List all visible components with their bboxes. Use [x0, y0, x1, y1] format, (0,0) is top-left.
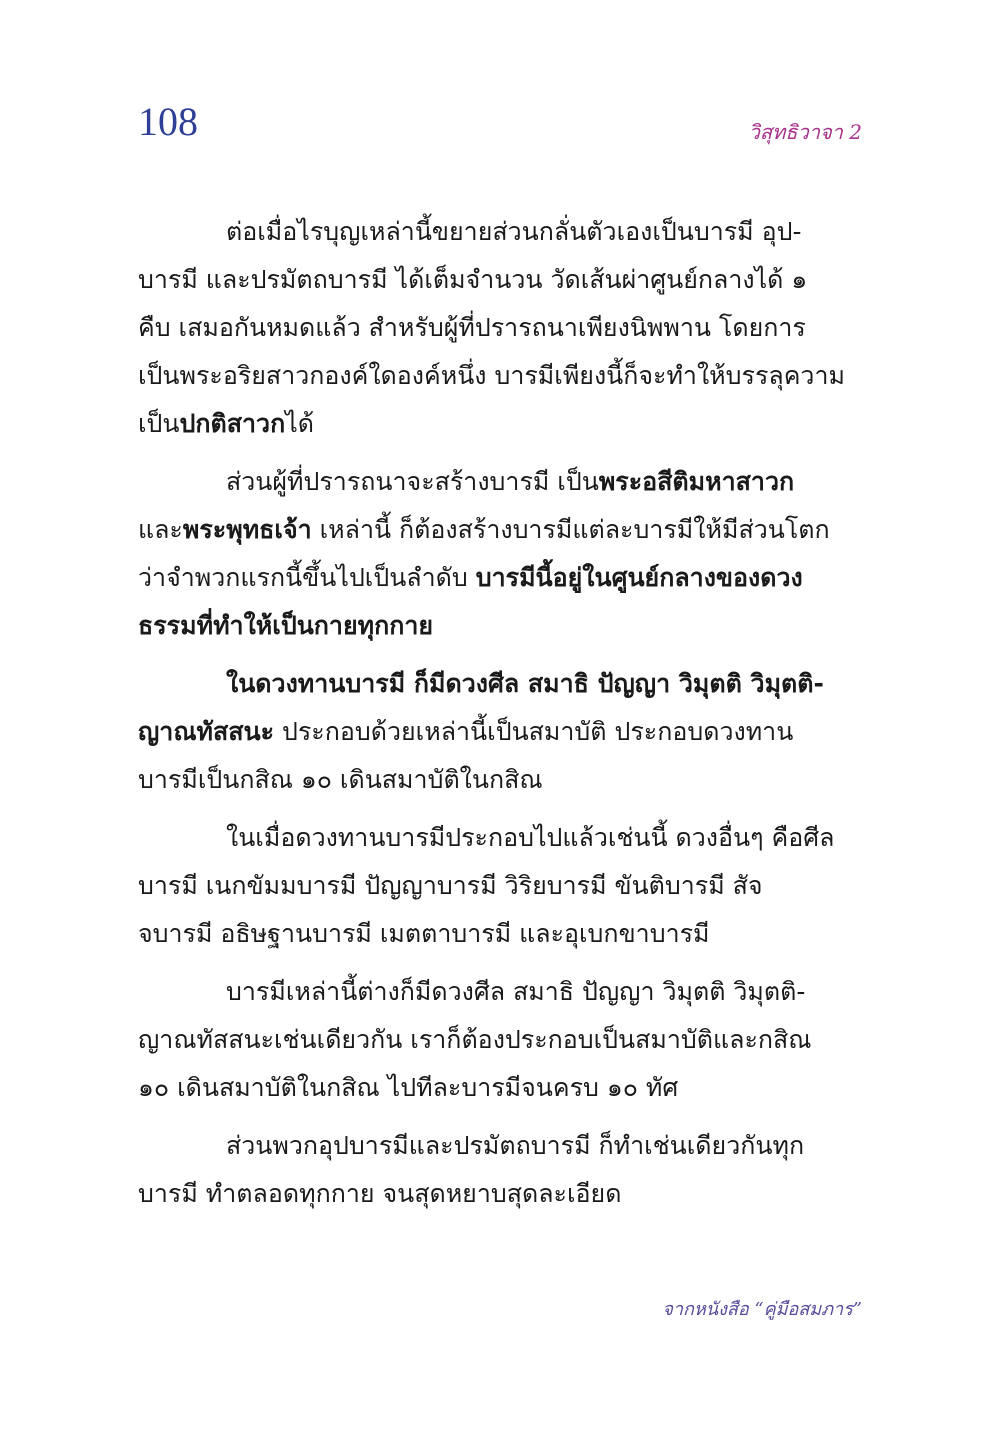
text-line: ญาณทัสสนะเช่นเดียวกัน เราก็ต้องประกอบเป็นสมาบัติและกสิณ [138, 1025, 812, 1054]
text-line: บารมี เนกขัมมบารมี ปัญญาบารมี วิริยบารมี ขันติบารมี สัจ [138, 871, 763, 900]
text-run: และ [138, 515, 183, 544]
text-run: ส่วนผู้ที่ปรารถนาจะสร้างบารมี เป็น [226, 467, 599, 496]
paragraph-5 [138, 968, 862, 1112]
bold-term: บารมีนี้อยู่ในศูนย์กลางของดวง [475, 563, 803, 592]
text-line [138, 506, 862, 554]
bold-term: ในดวงทานบารมี ก็มีดวงศีล สมาธิ ปัญญา วิมุตติ วิมุตติ- [226, 669, 824, 698]
paragraph-4 [138, 814, 862, 958]
body-text [138, 208, 862, 1228]
text-line: คืบ เสมอกันหมดแล้ว สำหรับผู้ที่ปรารถนาเพียงนิพพาน โดยการ [138, 313, 806, 342]
page-number: 108 [138, 99, 198, 144]
paragraph-2 [138, 458, 862, 650]
text-line: ในเมื่อดวงทานบารมีประกอบไปแล้วเช่นนี้ ดวงอื่นๆ คือศีล [226, 823, 835, 852]
text-line [138, 458, 862, 506]
text-line: เป็นพระอริยสาวกองค์ใดองค์หนึ่ง บารมีเพียงนี้ก็จะทำให้บรรลุความ [138, 361, 845, 390]
text-line [138, 708, 862, 756]
text-line [138, 400, 862, 448]
bold-term: ธรรมที่ทำให้เป็นกายทุกกาย [138, 611, 434, 640]
text-line: บารมีเป็นกสิณ ๑๐ เดินสมาบัติในกสิณ [138, 765, 543, 794]
text-line: ส่วนพวกอุปบารมีและปรมัตถบารมี ก็ทำเช่นเดียวกันทุก [226, 1131, 805, 1160]
text-line: บารมีเหล่านี้ต่างก็มีดวงศีล สมาธิ ปัญญา วิมุตติ วิมุตติ- [226, 977, 806, 1006]
bold-term: พระพุทธเจ้า [182, 515, 312, 544]
text-line: บารมี และปรมัตถบารมี ได้เต็มจำนวน วัดเส้นผ่าศูนย์กลางได้ ๑ [138, 265, 808, 294]
text-run: ได้ [285, 409, 315, 438]
text-run: ว่าจำพวกแรกนี้ขึ้นไปเป็นลำดับ [138, 563, 476, 592]
paragraph-1 [138, 208, 862, 448]
text-line: ต่อเมื่อไรบุญเหล่านี้ขยายส่วนกลั่นตัวเองเป็นบารมี อุป- [226, 217, 802, 246]
running-title: วิสุทธิวาจา 2 [748, 120, 862, 144]
text-line: บารมี ทำตลอดทุกกาย จนสุดหยาบสุดละเอียด [138, 1179, 622, 1208]
source-citation: จากหนังสือ “คู่มือสมภาร” [662, 1299, 862, 1320]
text-run: เป็น [138, 409, 180, 438]
text-run: เหล่านี้ ก็ต้องสร้างบารมีแต่ละบารมีให้มีส่วนโตก [311, 515, 830, 544]
bold-term: ปกติสาวก [179, 409, 286, 438]
bold-term: ญาณทัสสนะ [138, 717, 275, 746]
text-line [138, 554, 862, 602]
bold-term: พระอสีติมหาสาวก [598, 467, 795, 496]
text-line: จบารมี อธิษฐานบารมี เมตตาบารมี และอุเบกขาบารมี [138, 919, 710, 948]
paragraph-3 [138, 660, 862, 804]
text-run: ประกอบด้วยเหล่านี้เป็นสมาบัติ ประกอบดวงทาน [274, 717, 794, 746]
text-line [138, 602, 862, 650]
paragraph-6 [138, 1122, 862, 1218]
text-line [138, 660, 862, 708]
text-line: ๑๐ เดินสมาบัติในกสิณ ไปทีละบารมีจนครบ ๑๐ ทัศ [138, 1073, 679, 1102]
